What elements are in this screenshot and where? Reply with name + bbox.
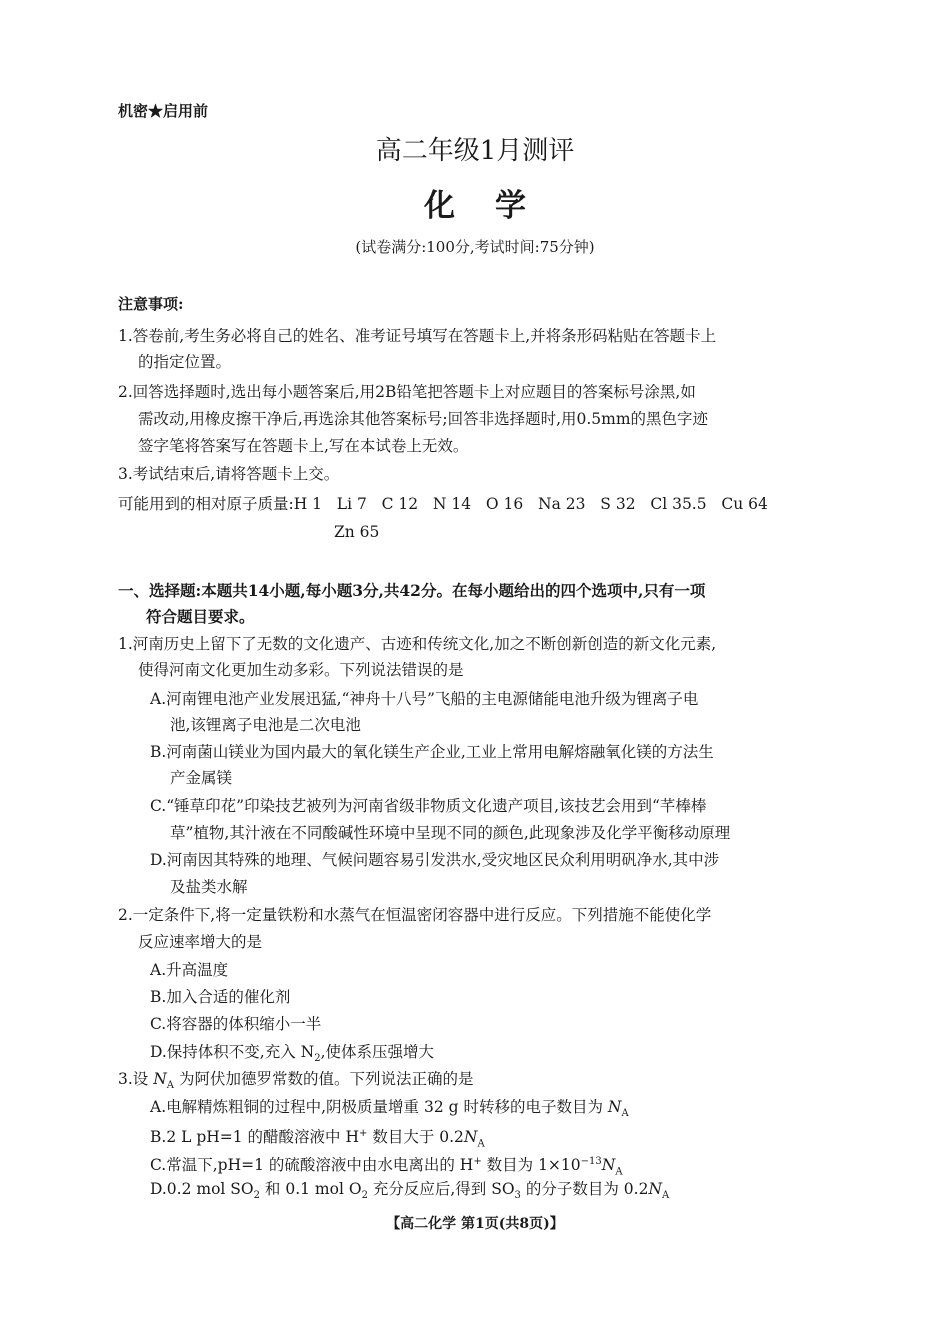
notice-item-1: 1.答卷前,考生务必将自己的姓名、准考证号填写在答题卡上,并将条形码粘贴在答题卡上 [118,327,717,345]
question-2-option-a: A.升高温度 [150,961,229,979]
notice-item-2-cont: 需改动,用橡皮擦干净后,再选涂其他答案标号;回答非选择题时,用0.5mm的黑色字迹 [138,410,709,428]
question-2-option-b: B.加入合适的催化剂 [150,988,291,1006]
question-1-option-b: B.河南菌山镁业为国内最大的氧化镁生产企业,工业上常用电解熔融氧化镁的方法生 [150,743,714,761]
notice-item-3: 3.考试结束后,请将答题卡上交。 [118,465,340,483]
notice-item-2: 2.回答选择题时,选出每小题答案后,用2B铅笔把答题卡上对应题目的答案标号涂黑,如 [118,383,696,401]
question-3-option-a: A.电解精炼粗铜的过程中,阴极质量增重 32 g 时转移的电子数目为 $N_A$ [150,1098,629,1120]
question-3-option-d: D.0.2 mol $SO_2$ 和 0.1 mol $O_2$ 充分反应后,得到 $SO_3$ 的分子数目为 $0.2N_A$ [150,1180,670,1202]
subject-title: 化学 [424,188,566,224]
question-3-option-b: B.2 L pH=1 的醋酸溶液中 H+ 数目大于 $0.2N_A$ [150,1128,485,1150]
page-footer: 【高二化学 第1页(共8页)】 [386,1216,564,1232]
question-1-stem: 1.河南历史上留下了无数的文化遗产、古迹和传统文化,加之不断创新创造的新文化元素, [118,635,717,653]
question-3-stem: 3.设 $N_A$ 为阿伏加德罗常数的值。下列说法正确的是 [118,1070,474,1092]
notice-item-1-cont: 的指定位置。 [138,353,232,371]
question-2-option-c: C.将容器的体积缩小一半 [150,1015,322,1033]
question-1-stem-cont: 使得河南文化更加生动多彩。下列说法错误的是 [138,661,464,679]
exam-info: (试卷满分:100分,考试时间:75分钟) [355,238,595,256]
question-1-option-a-cont: 池,该锂离子电池是二次电池 [170,716,361,734]
question-1-option-d: D.河南因其特殊的地理、气候问题容易引发洪水,受灾地区民众利用明矾净水,其中涉 [150,851,720,869]
question-2-option-d: D.保持体积不变,充入 $N_2$,使体系压强增大 [150,1043,435,1065]
question-1-option-c: C.“锤草印花”印染技艺被列为河南省级非物质文化遗产项目,该技艺会用到“芊棒棒 [150,797,707,815]
question-1-option-c-cont: 草”植物,其汁液在不同酸碱性环境中呈现不同的颜色,此现象涉及化学平衡移动原理 [170,824,731,842]
confidential-label: 机密★启用前 [118,102,209,120]
atomic-mass-list: 可能用到的相对原子质量:H 1 Li 7 C 12 N 14 O 16 Na 23 S 32 Cl 35.5 Cu 64 [118,495,768,513]
section-heading: 一、选择题:本题共14小题,每小题3分,共42分。在每小题给出的四个选项中,只有一项 [118,581,706,600]
exam-title: 高二年级1月测评 [375,136,575,166]
notice-heading: 注意事项: [118,295,184,313]
question-1-option-d-cont: 及盐类水解 [170,878,248,896]
question-2-stem-cont: 反应速率增大的是 [138,933,263,951]
question-1-option-b-cont: 产金属镁 [170,769,233,787]
question-3-option-c: C.常温下,pH=1 的硫酸溶液中由水电离出的 H+ 数目为 $1\times 10^{-13}N_A$ [150,1156,623,1178]
notice-item-2-cont2: 签字笔将答案写在答题卡上,写在本试卷上无效。 [138,437,469,455]
section-heading-cont: 符合题目要求。 [146,607,255,626]
atomic-mass-list-cont: Zn 65 [334,523,380,541]
question-1-option-a: A.河南锂电池产业发展迅猛,“神舟十八号”飞船的主电源储能电池升级为锂离子电 [150,690,699,708]
question-2-stem: 2.一定条件下,将一定量铁粉和水蒸气在恒温密闭容器中进行反应。下列措施不能使化学 [118,906,712,924]
